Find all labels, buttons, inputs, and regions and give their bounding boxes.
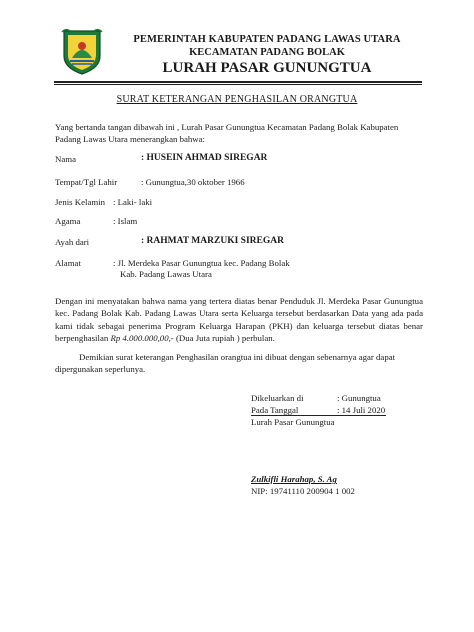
alamat-label: Alamat [55, 258, 81, 268]
date-value: : 14 Juli 2020 [337, 405, 386, 415]
header-government-line: PEMERINTAH KABUPATEN PADANG LAWAS UTARA [133, 34, 401, 45]
issued-at-label: Dikeluarkan di [251, 393, 304, 403]
ttl-label: Tempat/Tgl Lahir [55, 177, 118, 187]
intro-line-1: Yang bertanda tangan dibawah ini , Lurah Pasar Gunungtua Kecamatan Padang Bolak Kabupaten [55, 122, 399, 132]
signatory-nip: NIP: 19741110 200904 1 002 [251, 486, 355, 496]
agama-label: Agama [55, 216, 81, 226]
document-title: SURAT KETERANGAN PENGHASILAN ORANGTUA [116, 94, 358, 105]
ttl-value: : Gunungtua,30 oktober 1966 [141, 177, 245, 187]
closing-line-2: dipergunakan seperlunya. [55, 364, 146, 374]
income-amount-words: (Dua Juta rupiah ) perbulan. [173, 333, 275, 344]
signatory-name: Zulkifli Harahap, S. Ag [251, 474, 337, 484]
nama-label: Nama [55, 154, 77, 164]
header-district-line: KECAMATAN PADANG BOLAK [189, 47, 345, 58]
jenis-kelamin-value: : Laki- laki [113, 197, 153, 207]
statement-text: Dengan ini menyatakan bahwa nama yang tertera diatas benar Penduduk Jl. Merdeka Pasar Gunungtua kec. Padang Bolak Kab. Padang Lawas Utara serta Keluarga tersebut berdasarkan Data yang ada pada kami tidak sebagai penerima Program Keluarga Harapan (PKH) dan keluarga tersebut diatas benar berpenghasilan [55, 296, 423, 344]
jenis-kelamin-label: Jenis Kelamin [55, 197, 106, 207]
alamat-value-line-2: Kab. Padang Lawas Utara [120, 269, 212, 279]
alamat-value-line-1: : Jl. Merdeka Pasar Gunungtua kec. Padang Bolak [113, 258, 290, 268]
date-label: Pada Tanggal [251, 405, 299, 415]
header-office-line: LURAH PASAR GUNUNGTUA [162, 60, 372, 76]
ayah-label: Ayah dari [55, 237, 90, 247]
statement-paragraph [55, 295, 423, 345]
ayah-value: : RAHMAT MARZUKI SIREGAR [141, 236, 284, 246]
closing-line-1: Demikian surat keterangan Penghasilan orangtua ini dibuat dengan sebenarnya agar dapat [79, 352, 396, 362]
header-divider-thick [54, 81, 422, 83]
signatory-position: Lurah Pasar Gunungtua [251, 417, 335, 427]
intro-line-2: Padang Lawas Utara menerangkan bahwa: [55, 134, 205, 144]
date-underline [251, 415, 386, 416]
header-divider-thin [54, 84, 422, 85]
nama-value: : HUSEIN AHMAD SIREGAR [141, 153, 268, 163]
income-amount: Rp 4.000.000,00,- [110, 333, 174, 344]
issued-at-value: : Gunungtua [337, 393, 381, 403]
agama-value: : Islam [113, 216, 138, 226]
